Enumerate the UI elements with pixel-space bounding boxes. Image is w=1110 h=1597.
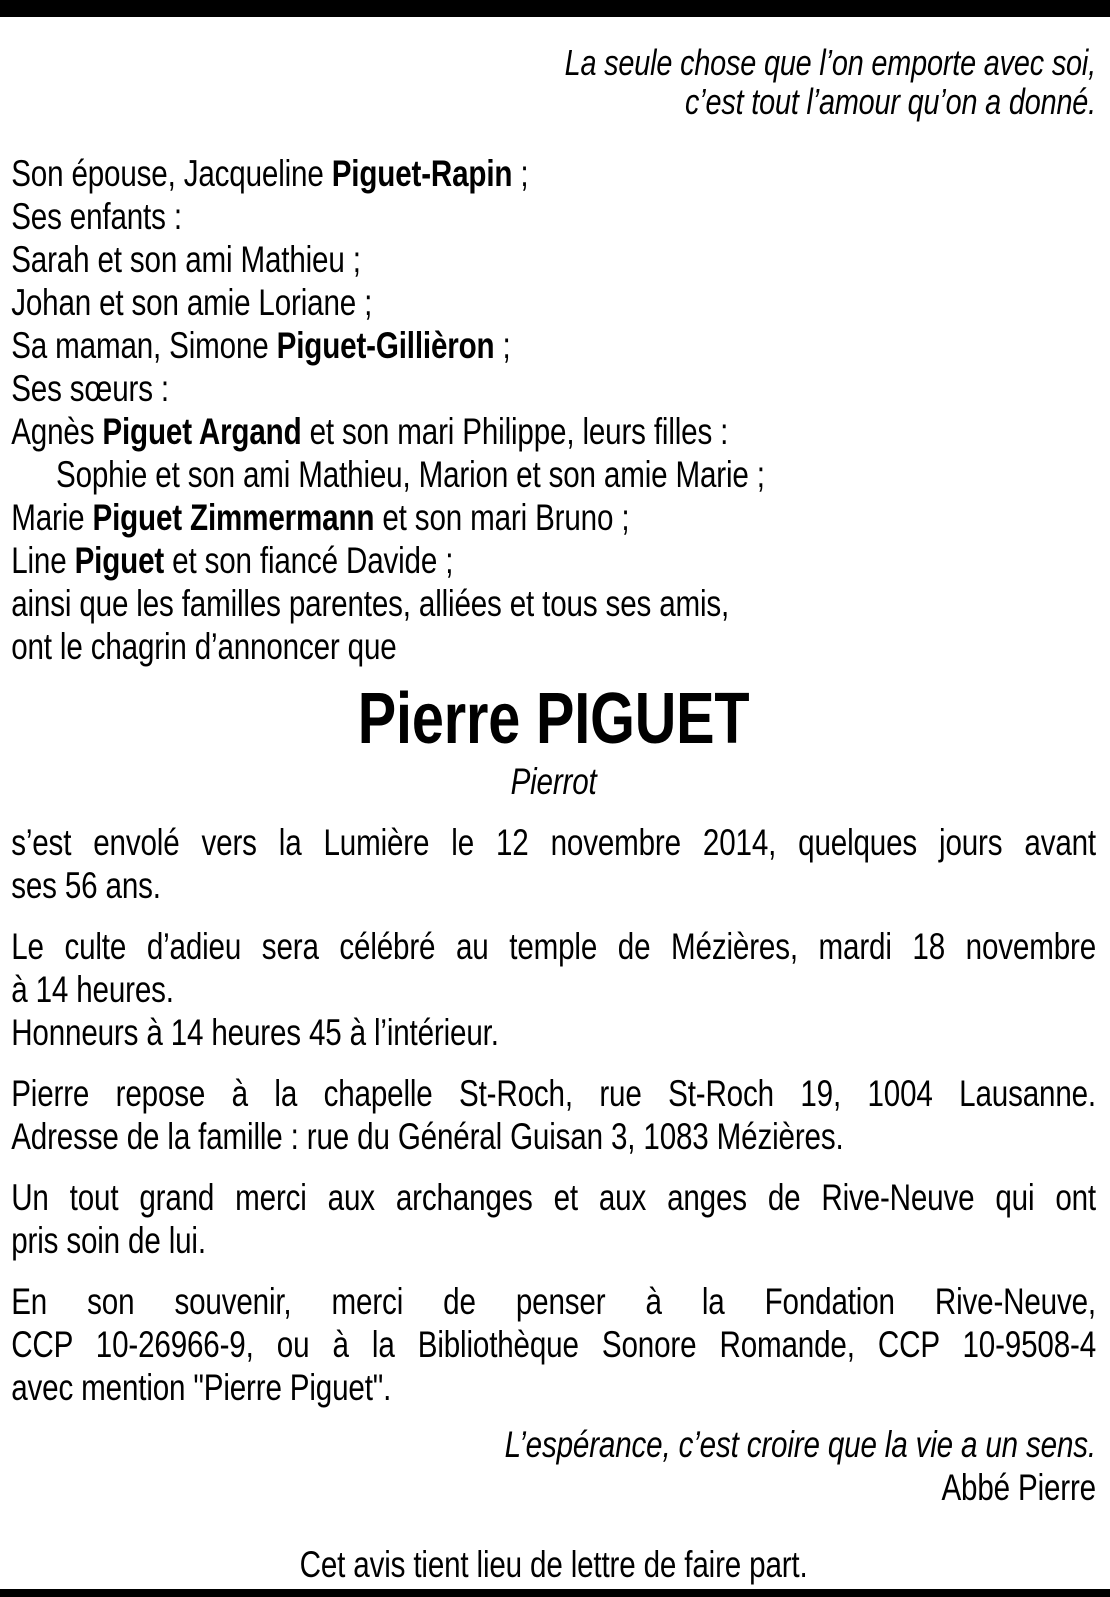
opening-quote bbox=[11, 43, 1096, 121]
family-line-mother bbox=[11, 324, 1096, 367]
paragraph-line: pris soin de lui. bbox=[11, 1220, 206, 1261]
family-line-children-header bbox=[11, 195, 1096, 238]
family-name-bold: Piguet-Gillièron bbox=[276, 325, 495, 366]
family-line-text: et son mari Bruno ; bbox=[374, 497, 630, 538]
family-line-text: Ses sœurs : bbox=[11, 368, 169, 409]
family-line-child-johan bbox=[11, 281, 1096, 324]
paragraph-donations bbox=[11, 1280, 1096, 1409]
family-line-text: Ses enfants : bbox=[11, 196, 182, 237]
family-line-text: Line bbox=[11, 540, 75, 581]
paragraph-line: Pierre repose à la chapelle St-Roch, rue St-Roch 19, 1004 Lausanne. bbox=[11, 1073, 1097, 1114]
deceased-name: Pierre PIGUET bbox=[357, 679, 750, 759]
family-line-text: Son épouse, Jacqueline bbox=[11, 153, 332, 194]
family-list bbox=[11, 152, 1096, 668]
family-line-sister-line bbox=[11, 539, 1096, 582]
opening-quote-line-2: c’est tout l’amour qu’on a donné. bbox=[685, 81, 1096, 122]
family-line-text: Sarah et son ami Mathieu ; bbox=[11, 239, 361, 280]
paragraph-line: ses 56 ans. bbox=[11, 865, 161, 906]
paragraph-line: CCP 10-26966-9, ou à la Bibliothèque Sonore Romande, CCP 10-9508-4 bbox=[11, 1324, 1097, 1365]
bottom-border-bar bbox=[0, 1589, 1110, 1597]
paragraph-line: avec mention "Pierre Piguet". bbox=[11, 1367, 392, 1408]
family-line-sister-marie bbox=[11, 496, 1096, 539]
paragraph-line: En son souvenir, merci de penser à la Fondation Rive-Neuve, bbox=[11, 1281, 1097, 1322]
family-line-text: et son fiancé Davide ; bbox=[164, 540, 454, 581]
family-name-bold: Piguet bbox=[74, 540, 165, 581]
family-line-text: Sophie et son ami Mathieu, Marion et son amie Marie ; bbox=[56, 454, 765, 495]
closing-quote-text: L’espérance, c’est croire que la vie a un sens. bbox=[504, 1424, 1096, 1465]
paragraph-line: s’est envolé vers la Lumière le 12 novembre 2014, quelques jours avant bbox=[11, 822, 1097, 863]
family-line-sister-agnes bbox=[11, 410, 1096, 453]
deceased-nickname: Pierrot bbox=[510, 761, 597, 802]
family-line-text: Agnès bbox=[11, 411, 103, 452]
opening-quote-line-1: La seule chose que l’on emporte avec soi, bbox=[564, 42, 1096, 83]
paragraph-line: à 14 heures. bbox=[11, 969, 174, 1010]
family-line-relatives bbox=[11, 582, 1096, 625]
notice-content bbox=[0, 17, 1110, 1586]
family-line-text: Marie bbox=[11, 497, 93, 538]
family-line-child-sarah bbox=[11, 238, 1096, 281]
footer-note: Cet avis tient lieu de lettre de faire part. bbox=[299, 1544, 808, 1585]
family-line-sisters-header bbox=[11, 367, 1096, 410]
family-line-text: ; bbox=[512, 153, 529, 194]
family-line-text: Sa maman, Simone bbox=[11, 325, 277, 366]
family-line-spouse bbox=[11, 152, 1096, 195]
paragraph-line: Le culte d’adieu sera célébré au temple de Mézières, mardi 18 novembre bbox=[11, 926, 1097, 967]
paragraph-line: Un tout grand merci aux archanges et aux anges de Rive-Neuve qui ont bbox=[11, 1177, 1097, 1218]
paragraph-ceremony bbox=[11, 925, 1096, 1054]
paragraph-line: Adresse de la famille : rue du Général Guisan 3, 1083 Mézières. bbox=[11, 1116, 844, 1157]
family-name-bold: Piguet Zimmermann bbox=[92, 497, 375, 538]
top-border-bar bbox=[0, 0, 1110, 17]
family-line-nieces bbox=[11, 453, 1096, 496]
family-line-text: et son mari Philippe, leurs filles : bbox=[301, 411, 729, 452]
closing-quote-author: Abbé Pierre bbox=[941, 1467, 1096, 1508]
paragraph-chapel bbox=[11, 1072, 1096, 1158]
family-name-bold: Piguet-Rapin bbox=[331, 153, 513, 194]
notice-body bbox=[0, 17, 1110, 1586]
paragraph-death bbox=[11, 821, 1096, 907]
family-name-bold: Piguet Argand bbox=[102, 411, 302, 452]
family-line-text: ainsi que les familles parentes, alliées et tous ses amis, bbox=[11, 583, 730, 624]
paragraph-thanks bbox=[11, 1176, 1096, 1262]
paragraph-line: Honneurs à 14 heures 45 à l’intérieur. bbox=[11, 1012, 499, 1053]
family-line-text: ; bbox=[494, 325, 511, 366]
family-line-announce bbox=[11, 625, 1096, 668]
closing-quote bbox=[11, 1423, 1096, 1509]
family-line-text: ont le chagrin d’annoncer que bbox=[11, 626, 397, 667]
family-line-text: Johan et son amie Loriane ; bbox=[11, 282, 373, 323]
